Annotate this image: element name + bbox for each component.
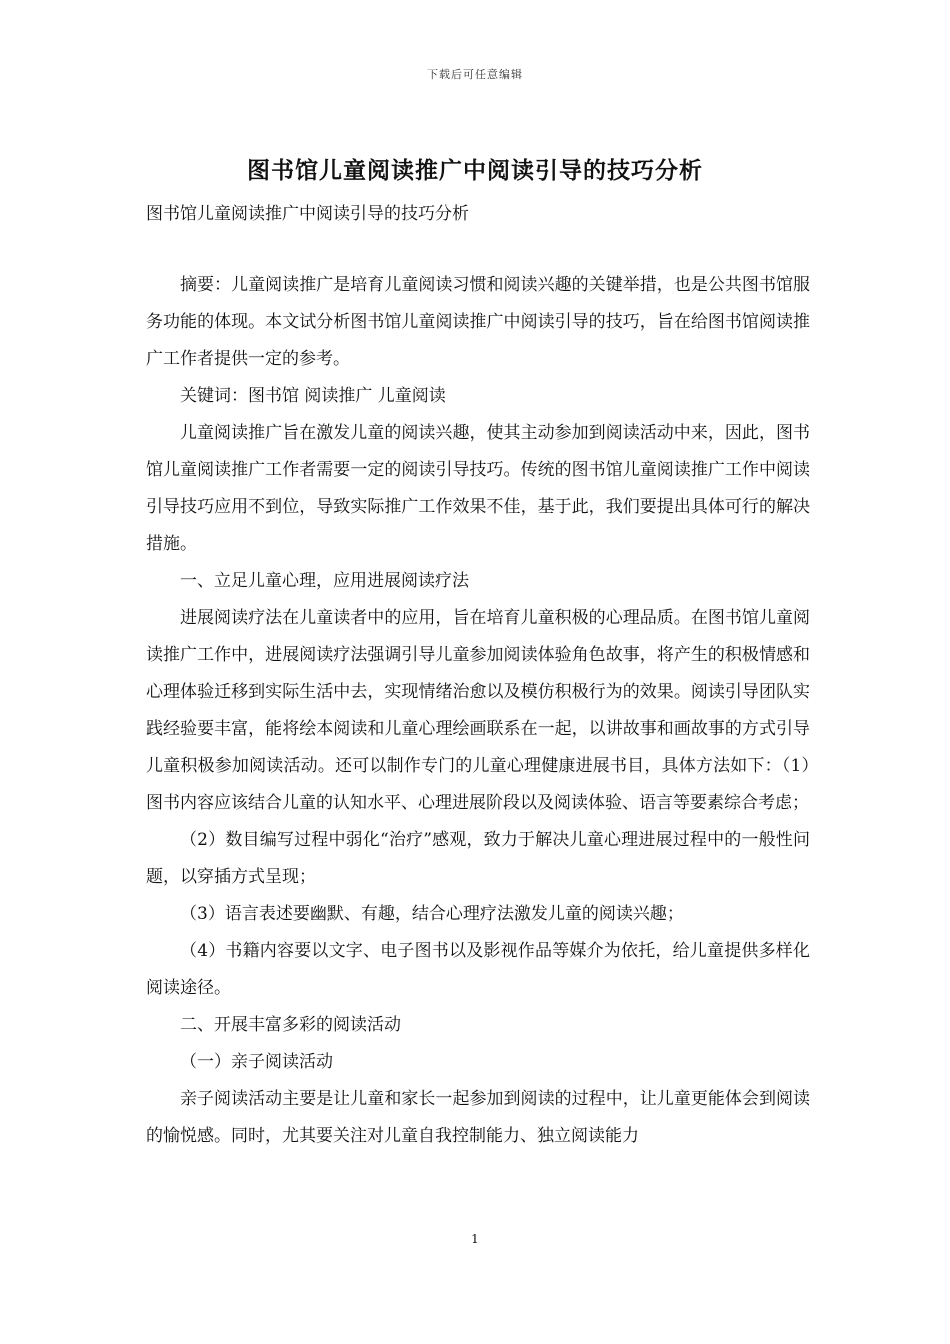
- document-body: [146, 267, 810, 1155]
- keywords-paragraph: 关键词：图书馆 阅读推广 儿童阅读: [180, 386, 446, 406]
- abstract-paragraph: 摘要：儿童阅读推广是培育儿童阅读习惯和阅读兴趣的关键举措，也是公共图书馆服务功能的体现。本文试分析图书馆儿童阅读推广中阅读引导的技巧，旨在给图书馆阅读推广工作者提供一定的参考。: [146, 275, 810, 369]
- page-number: 1: [471, 1232, 479, 1246]
- list-item-3: （3）语言表述要幽默、有趣，结合心理疗法激发儿童的阅读兴趣；: [180, 904, 684, 924]
- list-item-4: （4）书籍内容要以文字、电子图书以及影视作品等媒介为依托，给儿童提供多样化阅读途径。: [146, 941, 810, 998]
- document-title: 图书馆儿童阅读推广中阅读引导的技巧分析: [247, 157, 703, 184]
- header-note: 下载后可任意编辑: [427, 68, 523, 81]
- list-item-2: （2）数目编写过程中弱化“治疗”感观，致力于解决儿童心理进展过程中的一般性问题，以穿插方式呈现；: [146, 830, 810, 887]
- subsection-heading-1: （一）亲子阅读活动: [180, 1052, 333, 1072]
- section-heading-1: 一、立足儿童心理，应用进展阅读疗法: [180, 571, 469, 591]
- section-1-paragraph: 进展阅读疗法在儿童读者中的应用，旨在培育儿童积极的心理品质。在图书馆儿童阅读推广工作中，进展阅读疗法强调引导儿童参加阅读体验角色故事，将产生的积极情感和心理体验迁移到实际生活中去，实现情绪治愈以及模仿积极行为的效果。阅读引导团队实践经验要丰富，能将绘本阅读和儿童心理绘画联系在一起，以讲故事和画故事的方式引导儿童积极参加阅读活动。还可以制作专门的儿童心理健康进展书目，具体方法如下：（1）图书内容应该结合儿童的认知水平、心理进展阶段以及阅读体验、语言等要素综合考虑；: [146, 608, 810, 813]
- intro-paragraph: 儿童阅读推广旨在激发儿童的阅读兴趣，使其主动参加到阅读活动中来，因此，图书馆儿童阅读推广工作者需要一定的阅读引导技巧。传统的图书馆儿童阅读推广工作中阅读引导技巧应用不到位，导致实际推广工作效果不佳，基于此，我们要提出具体可行的解决措施。: [146, 423, 810, 554]
- document-subtitle: 图书馆儿童阅读推广中阅读引导的技巧分析: [146, 204, 469, 224]
- section-heading-2: 二、开展丰富多彩的阅读活动: [180, 1015, 401, 1035]
- subsection-1-paragraph: 亲子阅读活动主要是让儿童和家长一起参加到阅读的过程中，让儿童更能体会到阅读的愉悦感。同时，尤其要关注对儿童自我控制能力、独立阅读能力: [146, 1089, 810, 1146]
